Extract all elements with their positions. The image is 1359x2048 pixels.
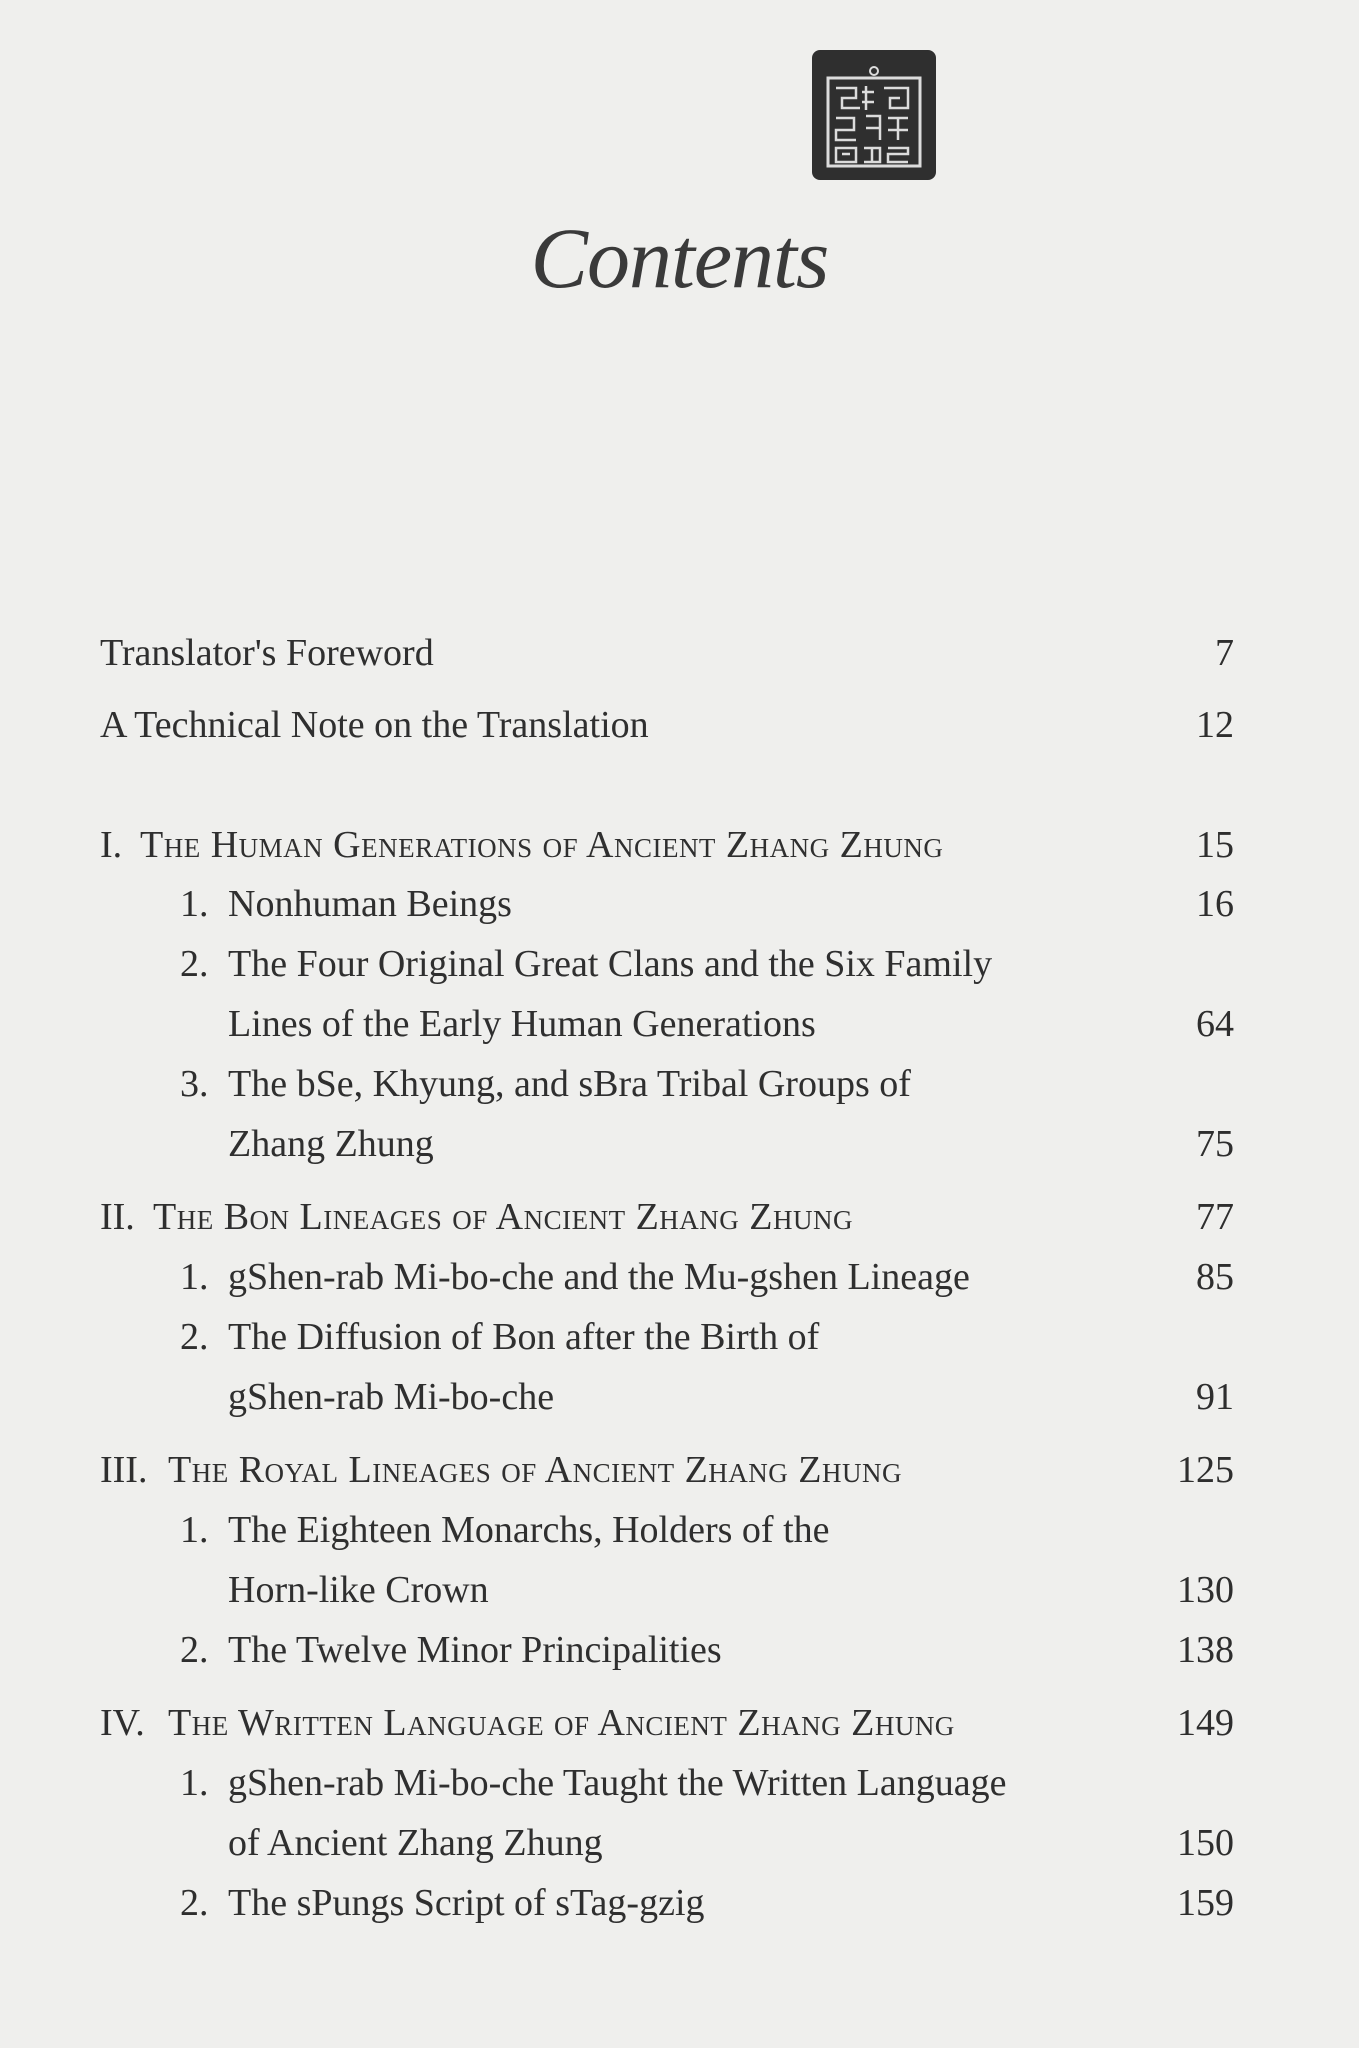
toc-entry[interactable]: [0, 695, 1359, 755]
toc-entry-number: 2.: [180, 1882, 209, 1924]
toc-entry-label: Translator's Foreword: [100, 632, 434, 674]
page-title: Contents: [530, 210, 829, 306]
toc-entry-page: 75: [1196, 1123, 1234, 1165]
toc-part-number: I.: [100, 824, 123, 866]
toc-entry-label: of Ancient Zhang Zhung: [228, 1822, 603, 1864]
toc-entry[interactable]: [0, 1307, 1359, 1367]
toc-entry-label: Nonhuman Beings: [228, 883, 512, 925]
toc-entry-page: 150: [1177, 1822, 1234, 1864]
toc-entry-number: 2.: [180, 1316, 209, 1358]
toc-part-label: The Written Language of Ancient Zhang Zhung: [168, 1702, 955, 1744]
toc-entry-page: 138: [1177, 1629, 1234, 1671]
toc-part[interactable]: [0, 815, 1359, 875]
toc-entry[interactable]: [0, 1873, 1359, 1933]
toc-entry-number: 1.: [180, 1509, 209, 1551]
toc-part-label: The Human Generations of Ancient Zhang Zhung: [140, 824, 944, 866]
toc-entry-label: The Twelve Minor Principalities: [228, 1629, 722, 1671]
toc-entry[interactable]: [0, 1247, 1359, 1307]
toc-entry-label: A Technical Note on the Translation: [100, 704, 649, 746]
toc-entry-continuation[interactable]: [0, 1114, 1359, 1174]
toc-entry-label: Zhang Zhung: [228, 1123, 434, 1165]
toc-part-number: IV.: [100, 1702, 145, 1744]
toc-entry[interactable]: [0, 1500, 1359, 1560]
toc-part-label: The Bon Lineages of Ancient Zhang Zhung: [153, 1196, 854, 1238]
toc-entry[interactable]: [0, 934, 1359, 994]
seal-glyph-icon: [826, 66, 922, 168]
toc-entry-page: 130: [1177, 1569, 1234, 1611]
toc-entry-page: 91: [1196, 1376, 1234, 1418]
toc-entry[interactable]: [0, 1753, 1359, 1813]
toc-entry-label: The Four Original Great Clans and the Six Family: [228, 943, 993, 985]
toc-entry[interactable]: [0, 623, 1359, 683]
toc-entry-label: gShen-rab Mi-bo-che: [228, 1376, 555, 1418]
toc-entry[interactable]: [0, 1620, 1359, 1680]
toc-entry-label: The bSe, Khyung, and sBra Tribal Groups of: [228, 1063, 911, 1105]
toc-entry-number: 1.: [180, 1256, 209, 1298]
toc-entry-number: 1.: [180, 1762, 209, 1804]
toc-entry-page: 64: [1196, 1003, 1234, 1045]
toc-part-number: II.: [100, 1196, 135, 1238]
toc-entry-page: 149: [1177, 1702, 1234, 1744]
toc-part[interactable]: [0, 1693, 1359, 1753]
toc-entry-page: 125: [1177, 1449, 1234, 1491]
toc-entry-label: Horn-like Crown: [228, 1569, 489, 1611]
toc-entry-label: gShen-rab Mi-bo-che and the Mu-gshen Lineage: [228, 1256, 970, 1298]
toc-entry-page: 77: [1196, 1196, 1234, 1238]
toc-part[interactable]: [0, 1187, 1359, 1247]
toc-entry-page: 85: [1196, 1256, 1234, 1298]
toc-entry-page: 12: [1196, 704, 1234, 746]
toc-entry-continuation[interactable]: [0, 1813, 1359, 1873]
toc-entry-label: gShen-rab Mi-bo-che Taught the Written Language: [228, 1762, 1007, 1804]
toc-entry-page: 159: [1177, 1882, 1234, 1924]
toc-entry-continuation[interactable]: [0, 1367, 1359, 1427]
toc-entry-page: 15: [1196, 824, 1234, 866]
toc-entry[interactable]: [0, 874, 1359, 934]
toc-entry-continuation[interactable]: [0, 1560, 1359, 1620]
toc-entry-label: Lines of the Early Human Generations: [228, 1003, 816, 1045]
toc-entry-number: 2.: [180, 1629, 209, 1671]
toc-entry-label: The Eighteen Monarchs, Holders of the: [228, 1509, 830, 1551]
toc-entry-number: 1.: [180, 883, 209, 925]
toc-entry-continuation[interactable]: [0, 994, 1359, 1054]
toc-part-label: The Royal Lineages of Ancient Zhang Zhung: [168, 1449, 902, 1491]
toc-entry-page: 7: [1215, 632, 1234, 674]
toc-entry-number: 2.: [180, 943, 209, 985]
toc-entry-label: The sPungs Script of sTag-gzig: [228, 1882, 705, 1924]
toc-part-number: III.: [100, 1449, 148, 1491]
toc-entry[interactable]: [0, 1054, 1359, 1114]
toc-entry-page: 16: [1196, 883, 1234, 925]
toc-entry-label: The Diffusion of Bon after the Birth of: [228, 1316, 820, 1358]
toc-entry-number: 3.: [180, 1063, 209, 1105]
seal-icon: [812, 50, 936, 180]
toc-part[interactable]: [0, 1440, 1359, 1500]
